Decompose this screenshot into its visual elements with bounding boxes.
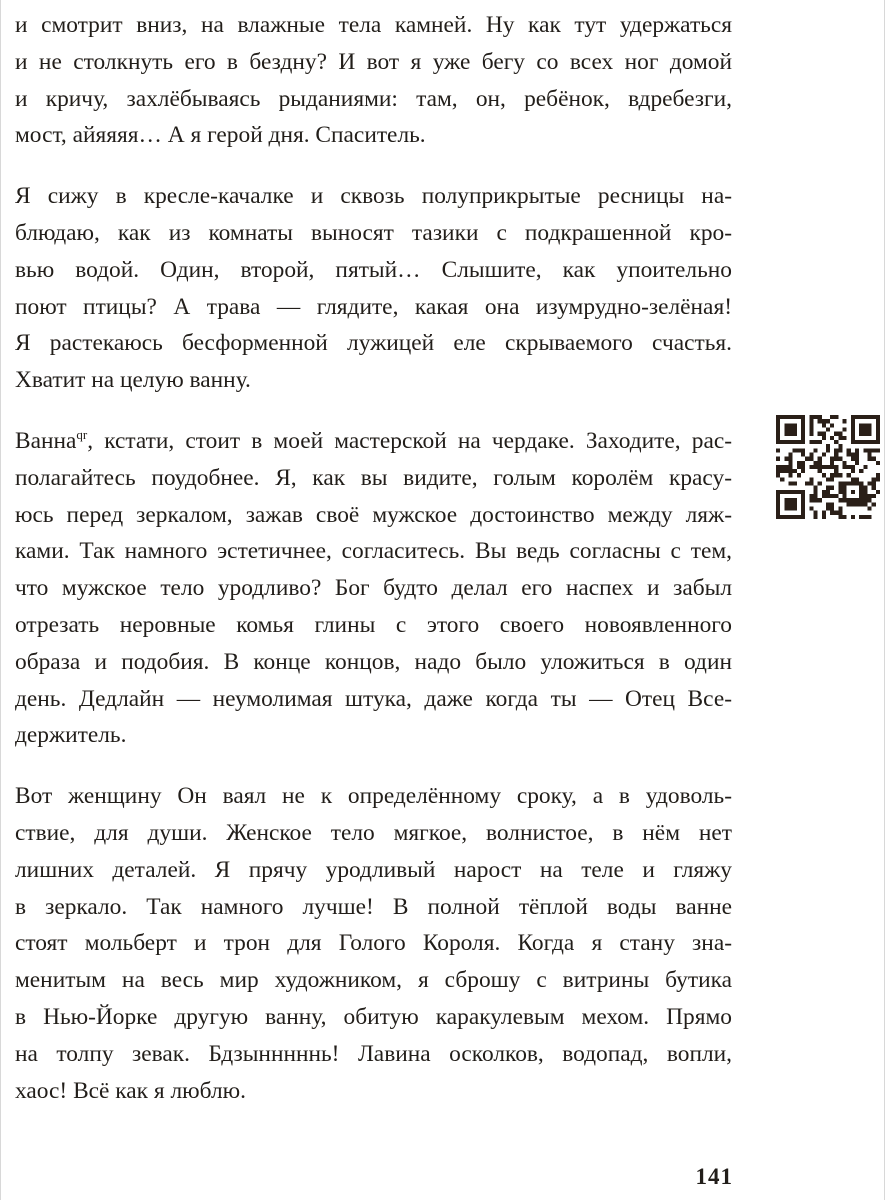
text-line: ками. Так намного эстетичнее, согласитесь. Вы ведь согласны с тем, xyxy=(15,538,732,565)
text-line: лишних деталей. Я прячу уродливый нарост на теле и гляжу xyxy=(15,856,732,883)
text-line: и не столкнуть его в бездну? И вот я уже бегу со всех ног домой xyxy=(15,48,732,75)
footnoted-word: Ванна xyxy=(15,427,77,454)
text-line: и кричу, захлёбываясь рыданиями: там, он, ребёнок, вдребезги, xyxy=(15,85,732,112)
text-column xyxy=(15,7,732,1133)
paragraph-3 xyxy=(15,423,732,754)
text-line: отрезать неровные комья глины с этого своего новоявленного xyxy=(15,611,732,638)
text-line: стоят мольберт и трон для Голого Короля. Когда я стану зна- xyxy=(15,930,732,957)
qr-code-icon[interactable] xyxy=(776,415,880,519)
text-line: образа и подобия. В конце концов, надо было уложиться в один xyxy=(15,648,732,675)
text-line: вью водой. Один, второй, пятый… Слышите, как упоительно xyxy=(15,256,732,283)
text-line: что мужское тело уродливо? Бог будто делал его наспех и забыл xyxy=(15,575,732,602)
text-line: на толпу зевак. Бдзынннннь! Лавина осколков, водопад, вопли, xyxy=(15,1040,732,1067)
text-line: полагайтесь поудобнее. Я, как вы видите, голым королём красу- xyxy=(15,464,732,491)
paragraph-4 xyxy=(15,778,732,1109)
text-line: Хватит на целую ванну. xyxy=(15,367,251,394)
text-line xyxy=(15,423,732,460)
text-line: день. Дедлайн — неумолимая штука, даже когда ты — Отец Все- xyxy=(15,685,732,712)
text-line: юсь перед зеркалом, зажав своё мужское достоинство между ляж- xyxy=(15,501,732,528)
text-line: поют птицы? А трава — глядите, какая она изумрудно-зелёная! xyxy=(15,293,732,320)
paragraph-2 xyxy=(15,178,732,399)
text-line-rest: , кстати, стоит в моей мастерской на чердаке. Заходите, рас- xyxy=(87,427,732,454)
text-line: хаос! Всё как я люблю. xyxy=(15,1077,246,1104)
text-line: ствие, для души. Женское тело мягкое, волнистое, в нём нет xyxy=(15,819,732,846)
text-line: менитым на весь мир художником, я сброшу с витрины бутика xyxy=(15,967,732,994)
text-line: Я растекаюсь бесформенной лужицей еле скрываемого счастья. xyxy=(15,330,732,357)
text-line: держитель. xyxy=(15,722,127,749)
page-number: 141 xyxy=(695,1164,733,1189)
paragraph-1 xyxy=(15,7,732,154)
text-line: блюдаю, как из комнаты выносят тазики с подкрашенной кро- xyxy=(15,219,732,246)
text-line: в зеркало. Так намного лучше! В полной тёплой воды ванне xyxy=(15,893,732,920)
text-line: в Нью-Йорке другую ванну, обитую каракулевым мехом. Прямо xyxy=(15,1003,732,1030)
text-line: Я сижу в кресле-качалке и сквозь полуприкрытые ресницы на- xyxy=(15,183,732,210)
footnote-marker[interactable]: qr xyxy=(76,427,88,443)
text-line: и смотрит вниз, на влажные тела камней. Ну как тут удержаться xyxy=(15,12,732,38)
text-line: Вот женщину Он ваял не к определённому сроку, а в удоволь- xyxy=(15,783,732,810)
text-line: мост, айяяяя… А я герой дня. Спаситель. xyxy=(15,122,426,149)
